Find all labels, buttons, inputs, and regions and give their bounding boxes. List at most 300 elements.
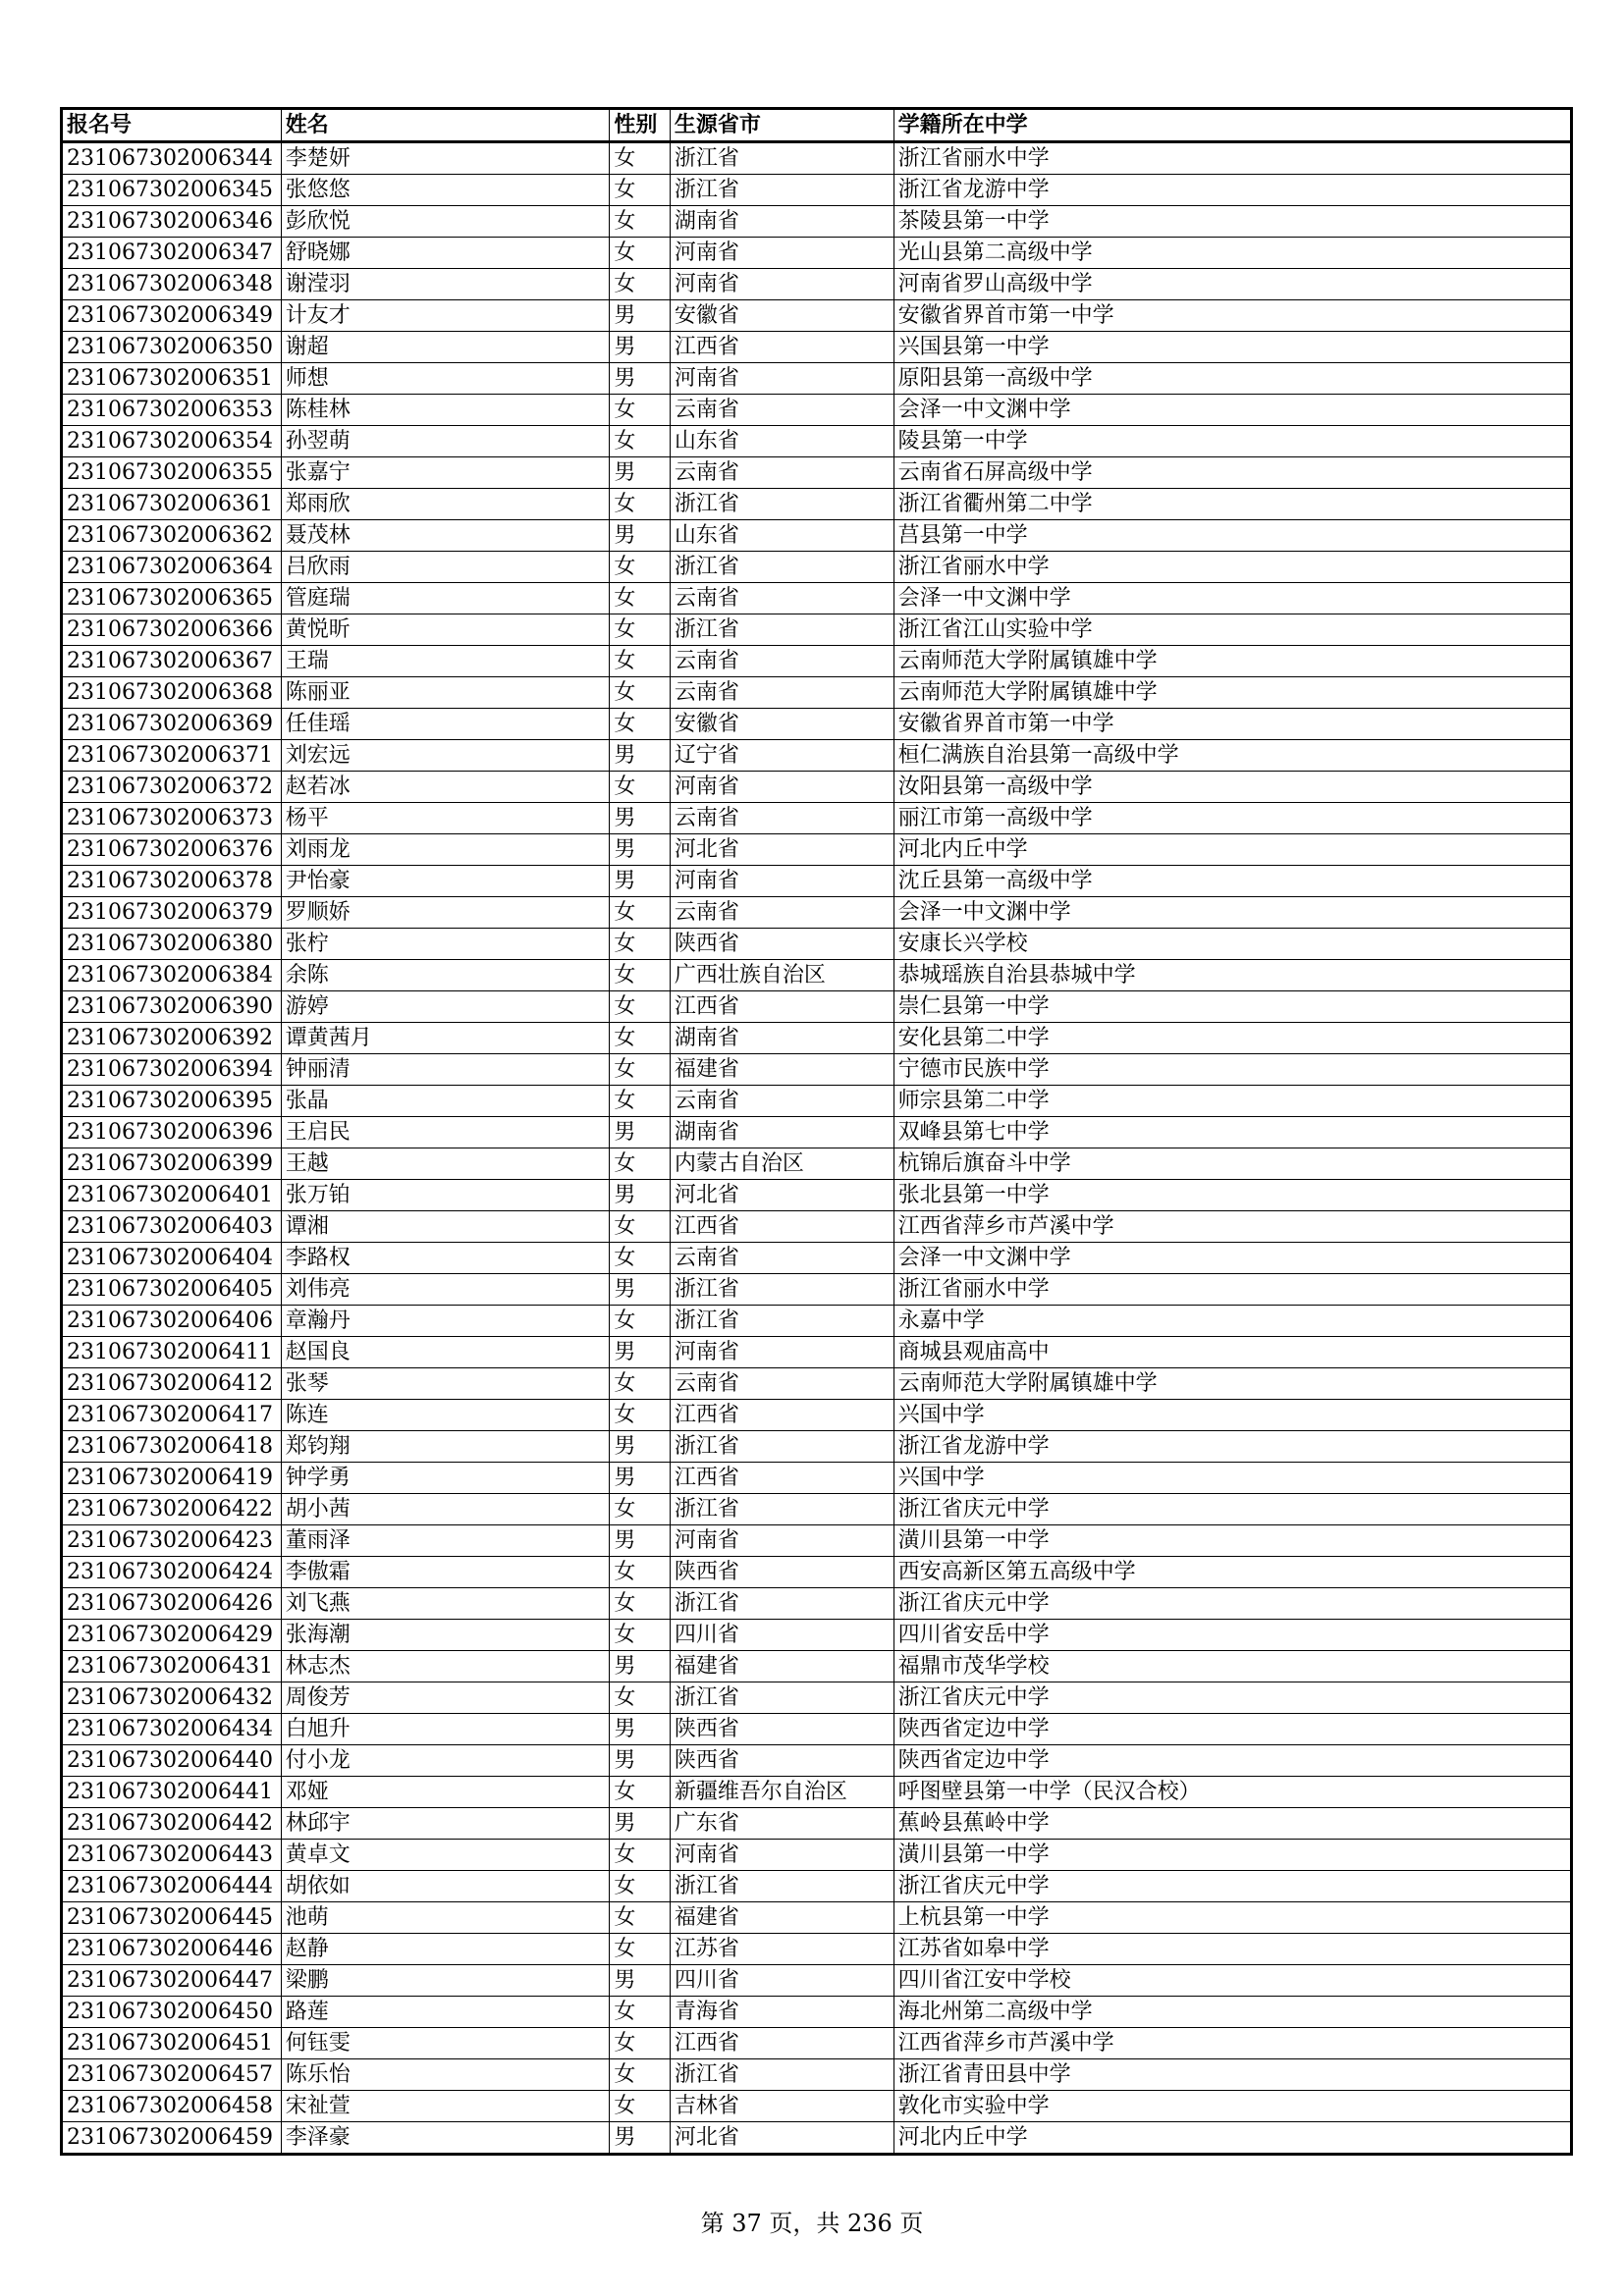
gender-cell: 男 [610, 740, 670, 772]
school-cell: 原阳县第一高级中学 [893, 363, 1571, 395]
gender-cell: 女 [610, 583, 670, 614]
name-cell: 王越 [281, 1148, 610, 1180]
name-cell: 赵若冰 [281, 772, 610, 803]
school-cell: 光山县第二高级中学 [893, 238, 1571, 269]
school-cell: 上杭县第一中学 [893, 1902, 1571, 1934]
table-row [62, 709, 1572, 740]
table-row [62, 1620, 1572, 1651]
registration-number-cell: 231067302006379 [62, 897, 282, 929]
name-cell: 张嘉宁 [281, 457, 610, 489]
registration-number-cell: 231067302006355 [62, 457, 282, 489]
registration-number-cell: 231067302006396 [62, 1117, 282, 1148]
registration-number-cell: 231067302006442 [62, 1808, 282, 1840]
province-cell: 江西省 [670, 2028, 893, 2059]
name-cell: 郑雨欣 [281, 489, 610, 520]
province-cell: 河南省 [670, 772, 893, 803]
name-cell: 胡小茜 [281, 1494, 610, 1525]
name-cell: 刘飞燕 [281, 1588, 610, 1620]
province-cell: 山东省 [670, 520, 893, 552]
gender-cell: 女 [610, 1054, 670, 1086]
name-cell: 钟学勇 [281, 1463, 610, 1494]
table-row [62, 2028, 1572, 2059]
province-cell: 吉林省 [670, 2091, 893, 2122]
registration-number-cell: 231067302006458 [62, 2091, 282, 2122]
province-cell: 河南省 [670, 269, 893, 300]
table-row [62, 552, 1572, 583]
gender-cell: 男 [610, 1745, 670, 1777]
gender-cell: 女 [610, 1243, 670, 1274]
gender-cell: 女 [610, 552, 670, 583]
table-row [62, 614, 1572, 646]
school-cell: 双峰县第七中学 [893, 1117, 1571, 1148]
province-cell: 江西省 [670, 991, 893, 1023]
table-row [62, 677, 1572, 709]
gender-cell: 女 [610, 1620, 670, 1651]
name-cell: 陈乐怡 [281, 2059, 610, 2091]
registration-number-cell: 231067302006405 [62, 1274, 282, 1306]
name-cell: 罗顺娇 [281, 897, 610, 929]
province-cell: 湖南省 [670, 1117, 893, 1148]
registration-number-cell: 231067302006403 [62, 1211, 282, 1243]
gender-cell: 男 [610, 1463, 670, 1494]
table-row [62, 1808, 1572, 1840]
province-cell: 浙江省 [670, 614, 893, 646]
registration-number-cell: 231067302006364 [62, 552, 282, 583]
gender-cell: 女 [610, 2091, 670, 2122]
name-cell: 赵静 [281, 1934, 610, 1965]
name-cell: 何钰雯 [281, 2028, 610, 2059]
table-row [62, 1588, 1572, 1620]
school-cell: 蕉岭县蕉岭中学 [893, 1808, 1571, 1840]
school-cell: 河南省罗山高级中学 [893, 269, 1571, 300]
province-cell: 浙江省 [670, 175, 893, 206]
province-cell: 浙江省 [670, 1431, 893, 1463]
school-cell: 陵县第一中学 [893, 426, 1571, 457]
table-row [62, 897, 1572, 929]
table-row [62, 1211, 1572, 1243]
name-cell: 尹怡豪 [281, 866, 610, 897]
table-row [62, 426, 1572, 457]
registration-number-cell: 231067302006384 [62, 960, 282, 991]
gender-cell: 女 [610, 1777, 670, 1808]
registration-number-cell: 231067302006371 [62, 740, 282, 772]
province-cell: 云南省 [670, 583, 893, 614]
table-row [62, 300, 1572, 332]
name-cell: 钟丽清 [281, 1054, 610, 1086]
registration-number-cell: 231067302006362 [62, 520, 282, 552]
registration-number-cell: 231067302006350 [62, 332, 282, 363]
name-cell: 胡依如 [281, 1871, 610, 1902]
province-cell: 辽宁省 [670, 740, 893, 772]
name-cell: 舒晓娜 [281, 238, 610, 269]
table-row [62, 1745, 1572, 1777]
province-cell: 云南省 [670, 1243, 893, 1274]
registration-number-cell: 231067302006431 [62, 1651, 282, 1682]
province-cell: 四川省 [670, 1965, 893, 1997]
province-cell: 河南省 [670, 866, 893, 897]
name-cell: 杨平 [281, 803, 610, 834]
province-cell: 福建省 [670, 1054, 893, 1086]
registration-number-cell: 231067302006349 [62, 300, 282, 332]
province-cell: 江西省 [670, 1400, 893, 1431]
name-cell: 李路权 [281, 1243, 610, 1274]
registration-number-cell: 231067302006429 [62, 1620, 282, 1651]
school-cell: 商城县观庙高中 [893, 1337, 1571, 1368]
table-row [62, 238, 1572, 269]
school-cell: 潢川县第一中学 [893, 1840, 1571, 1871]
registration-number-cell: 231067302006390 [62, 991, 282, 1023]
school-cell: 河北内丘中学 [893, 834, 1571, 866]
gender-cell: 男 [610, 1808, 670, 1840]
table-row [62, 2122, 1572, 2155]
table-row [62, 740, 1572, 772]
table-row [62, 583, 1572, 614]
gender-cell: 女 [610, 1400, 670, 1431]
school-cell: 福鼎市茂华学校 [893, 1651, 1571, 1682]
table-row [62, 1400, 1572, 1431]
province-cell: 陕西省 [670, 1745, 893, 1777]
name-cell: 谭黄茜月 [281, 1023, 610, 1054]
table-row [62, 803, 1572, 834]
registration-number-cell: 231067302006450 [62, 1997, 282, 2028]
school-cell: 浙江省龙游中学 [893, 1431, 1571, 1463]
province-cell: 云南省 [670, 1368, 893, 1400]
name-cell: 赵国良 [281, 1337, 610, 1368]
gender-cell: 女 [610, 960, 670, 991]
name-cell: 李傲霜 [281, 1557, 610, 1588]
school-cell: 江西省萍乡市芦溪中学 [893, 1211, 1571, 1243]
name-cell: 路莲 [281, 1997, 610, 2028]
province-cell: 江苏省 [670, 1934, 893, 1965]
table-row [62, 646, 1572, 677]
table-row [62, 1054, 1572, 1086]
gender-cell: 女 [610, 2028, 670, 2059]
gender-cell: 女 [610, 269, 670, 300]
name-cell: 刘雨龙 [281, 834, 610, 866]
school-cell: 安化县第二中学 [893, 1023, 1571, 1054]
gender-cell: 女 [610, 142, 670, 175]
gender-cell: 男 [610, 1180, 670, 1211]
school-cell: 会泽一中文渊中学 [893, 1243, 1571, 1274]
gender-cell: 女 [610, 1306, 670, 1337]
gender-cell: 男 [610, 300, 670, 332]
name-cell: 刘宏远 [281, 740, 610, 772]
gender-cell: 男 [610, 332, 670, 363]
gender-cell: 女 [610, 1840, 670, 1871]
name-cell: 张万铂 [281, 1180, 610, 1211]
gender-cell: 女 [610, 395, 670, 426]
school-cell: 西安高新区第五高级中学 [893, 1557, 1571, 1588]
table-row [62, 1965, 1572, 1997]
school-cell: 浙江省龙游中学 [893, 175, 1571, 206]
registration-number-cell: 231067302006444 [62, 1871, 282, 1902]
registration-number-cell: 231067302006457 [62, 2059, 282, 2091]
name-cell: 师想 [281, 363, 610, 395]
registration-number-cell: 231067302006347 [62, 238, 282, 269]
gender-cell: 女 [610, 1557, 670, 1588]
registration-number-cell: 231067302006348 [62, 269, 282, 300]
name-cell: 陈丽亚 [281, 677, 610, 709]
table-row [62, 834, 1572, 866]
registration-number-cell: 231067302006434 [62, 1714, 282, 1745]
registration-number-cell: 231067302006372 [62, 772, 282, 803]
header-school: 学籍所在中学 [893, 109, 1571, 142]
province-cell: 云南省 [670, 1086, 893, 1117]
table-row [62, 1086, 1572, 1117]
page-footer: 第 37 页，共 236 页 [700, 2210, 924, 2237]
province-cell: 江西省 [670, 332, 893, 363]
registration-number-cell: 231067302006417 [62, 1400, 282, 1431]
school-cell: 陕西省定边中学 [893, 1714, 1571, 1745]
registration-number-cell: 231067302006422 [62, 1494, 282, 1525]
gender-cell: 女 [610, 238, 670, 269]
province-cell: 山东省 [670, 426, 893, 457]
province-cell: 浙江省 [670, 1871, 893, 1902]
school-cell: 永嘉中学 [893, 1306, 1571, 1337]
name-cell: 余陈 [281, 960, 610, 991]
school-cell: 浙江省庆元中学 [893, 1588, 1571, 1620]
registration-number-cell: 231067302006366 [62, 614, 282, 646]
registration-number-cell: 231067302006426 [62, 1588, 282, 1620]
school-cell: 崇仁县第一中学 [893, 991, 1571, 1023]
registration-number-cell: 231067302006447 [62, 1965, 282, 1997]
name-cell: 游婷 [281, 991, 610, 1023]
name-cell: 吕欣雨 [281, 552, 610, 583]
school-cell: 浙江省丽水中学 [893, 142, 1571, 175]
gender-cell: 男 [610, 1337, 670, 1368]
gender-cell: 男 [610, 1117, 670, 1148]
table-row [62, 1243, 1572, 1274]
gender-cell: 女 [610, 1368, 670, 1400]
registration-number-cell: 231067302006446 [62, 1934, 282, 1965]
name-cell: 孙翌萌 [281, 426, 610, 457]
gender-cell: 女 [610, 646, 670, 677]
registration-number-cell: 231067302006353 [62, 395, 282, 426]
table-row [62, 269, 1572, 300]
registration-number-cell: 231067302006354 [62, 426, 282, 457]
gender-cell: 男 [610, 457, 670, 489]
gender-cell: 女 [610, 426, 670, 457]
province-cell: 福建省 [670, 1902, 893, 1934]
name-cell: 白旭升 [281, 1714, 610, 1745]
province-cell: 江西省 [670, 1211, 893, 1243]
table-row [62, 1023, 1572, 1054]
registration-number-cell: 231067302006365 [62, 583, 282, 614]
name-cell: 张悠悠 [281, 175, 610, 206]
name-cell: 黄悦昕 [281, 614, 610, 646]
school-cell: 敦化市实验中学 [893, 2091, 1571, 2122]
name-cell: 张琴 [281, 1368, 610, 1400]
province-cell: 云南省 [670, 897, 893, 929]
gender-cell: 男 [610, 834, 670, 866]
school-cell: 海北州第二高级中学 [893, 1997, 1571, 2028]
school-cell: 桓仁满族自治县第一高级中学 [893, 740, 1571, 772]
school-cell: 浙江省丽水中学 [893, 1274, 1571, 1306]
table-row [62, 2091, 1572, 2122]
name-cell: 林志杰 [281, 1651, 610, 1682]
gender-cell: 女 [610, 1588, 670, 1620]
table-row [62, 1997, 1572, 2028]
province-cell: 四川省 [670, 1620, 893, 1651]
name-cell: 谢滢羽 [281, 269, 610, 300]
school-cell: 茶陵县第一中学 [893, 206, 1571, 238]
gender-cell: 男 [610, 1965, 670, 1997]
registration-number-cell: 231067302006344 [62, 142, 282, 175]
gender-cell: 女 [610, 2059, 670, 2091]
table-row [62, 395, 1572, 426]
name-cell: 付小龙 [281, 1745, 610, 1777]
registration-number-cell: 231067302006404 [62, 1243, 282, 1274]
registration-number-cell: 231067302006419 [62, 1463, 282, 1494]
province-cell: 内蒙古自治区 [670, 1148, 893, 1180]
table-body [62, 142, 1572, 2155]
name-cell: 林邱宇 [281, 1808, 610, 1840]
registration-number-cell: 231067302006406 [62, 1306, 282, 1337]
school-cell: 云南省石屏高级中学 [893, 457, 1571, 489]
registration-number-cell: 231067302006440 [62, 1745, 282, 1777]
gender-cell: 女 [610, 489, 670, 520]
registration-number-cell: 231067302006459 [62, 2122, 282, 2155]
school-cell: 浙江省衢州第二中学 [893, 489, 1571, 520]
registration-number-cell: 231067302006412 [62, 1368, 282, 1400]
gender-cell: 女 [610, 929, 670, 960]
province-cell: 浙江省 [670, 1588, 893, 1620]
name-cell: 章瀚丹 [281, 1306, 610, 1337]
table-row [62, 772, 1572, 803]
gender-cell: 女 [610, 709, 670, 740]
province-cell: 江西省 [670, 1463, 893, 1494]
registration-number-cell: 231067302006367 [62, 646, 282, 677]
gender-cell: 女 [610, 1023, 670, 1054]
province-cell: 河南省 [670, 238, 893, 269]
name-cell: 陈桂林 [281, 395, 610, 426]
name-cell: 任佳瑶 [281, 709, 610, 740]
registration-number-cell: 231067302006424 [62, 1557, 282, 1588]
registration-number-cell: 231067302006361 [62, 489, 282, 520]
gender-cell: 男 [610, 1714, 670, 1745]
school-cell: 四川省江安中学校 [893, 1965, 1571, 1997]
table-row [62, 1431, 1572, 1463]
name-cell: 谭湘 [281, 1211, 610, 1243]
name-cell: 周俊芳 [281, 1682, 610, 1714]
name-cell: 陈连 [281, 1400, 610, 1431]
gender-cell: 女 [610, 677, 670, 709]
gender-cell: 男 [610, 1274, 670, 1306]
school-cell: 浙江省丽水中学 [893, 552, 1571, 583]
name-cell: 刘伟亮 [281, 1274, 610, 1306]
school-cell: 会泽一中文渊中学 [893, 897, 1571, 929]
registration-number-cell: 231067302006401 [62, 1180, 282, 1211]
name-cell: 梁鹏 [281, 1965, 610, 1997]
name-cell: 李楚妍 [281, 142, 610, 175]
name-cell: 张晶 [281, 1086, 610, 1117]
school-cell: 张北县第一中学 [893, 1180, 1571, 1211]
gender-cell: 女 [610, 206, 670, 238]
province-cell: 湖南省 [670, 206, 893, 238]
table-row [62, 991, 1572, 1023]
registration-number-cell: 231067302006423 [62, 1525, 282, 1557]
name-cell: 黄卓文 [281, 1840, 610, 1871]
table-row [62, 457, 1572, 489]
province-cell: 浙江省 [670, 142, 893, 175]
registration-number-cell: 231067302006346 [62, 206, 282, 238]
province-cell: 云南省 [670, 646, 893, 677]
header-gender: 性别 [610, 109, 670, 142]
name-cell: 管庭瑞 [281, 583, 610, 614]
gender-cell: 男 [610, 2122, 670, 2155]
school-cell: 兴国中学 [893, 1400, 1571, 1431]
gender-cell: 女 [610, 1682, 670, 1714]
name-cell: 王瑞 [281, 646, 610, 677]
school-cell: 浙江省青田县中学 [893, 2059, 1571, 2091]
gender-cell: 女 [610, 1997, 670, 2028]
province-cell: 浙江省 [670, 1274, 893, 1306]
registration-number-cell: 231067302006380 [62, 929, 282, 960]
registration-number-cell: 231067302006392 [62, 1023, 282, 1054]
table-row [62, 1306, 1572, 1337]
table-row [62, 1148, 1572, 1180]
table-row [62, 1117, 1572, 1148]
table-row [62, 960, 1572, 991]
school-cell: 江苏省如皋中学 [893, 1934, 1571, 1965]
table-row [62, 929, 1572, 960]
gender-cell: 女 [610, 991, 670, 1023]
province-cell: 云南省 [670, 803, 893, 834]
school-cell: 江西省萍乡市芦溪中学 [893, 2028, 1571, 2059]
table-row [62, 1274, 1572, 1306]
table-row [62, 1463, 1572, 1494]
school-cell: 浙江省江山实验中学 [893, 614, 1571, 646]
school-cell: 浙江省庆元中学 [893, 1494, 1571, 1525]
gender-cell: 女 [610, 1211, 670, 1243]
gender-cell: 女 [610, 614, 670, 646]
province-cell: 河北省 [670, 2122, 893, 2155]
name-cell: 邓娅 [281, 1777, 610, 1808]
school-cell: 安徽省界首市第一中学 [893, 709, 1571, 740]
gender-cell: 女 [610, 1871, 670, 1902]
province-cell: 河北省 [670, 1180, 893, 1211]
school-cell: 会泽一中文渊中学 [893, 395, 1571, 426]
school-cell: 兴国县第一中学 [893, 332, 1571, 363]
table-row [62, 520, 1572, 552]
province-cell: 浙江省 [670, 1306, 893, 1337]
name-cell: 聂茂林 [281, 520, 610, 552]
school-cell: 兴国中学 [893, 1463, 1571, 1494]
table-row [62, 142, 1572, 175]
school-cell: 浙江省庆元中学 [893, 1871, 1571, 1902]
school-cell: 陕西省定边中学 [893, 1745, 1571, 1777]
school-cell: 安徽省界首市第一中学 [893, 300, 1571, 332]
registration-number-cell: 231067302006443 [62, 1840, 282, 1871]
province-cell: 湖南省 [670, 1023, 893, 1054]
registration-number-cell: 231067302006432 [62, 1682, 282, 1714]
table-row [62, 1525, 1572, 1557]
table-row [62, 1871, 1572, 1902]
province-cell: 陕西省 [670, 929, 893, 960]
table-row [62, 1180, 1572, 1211]
school-cell: 会泽一中文渊中学 [893, 583, 1571, 614]
school-cell: 恭城瑶族自治县恭城中学 [893, 960, 1571, 991]
province-cell: 福建省 [670, 1651, 893, 1682]
province-cell: 云南省 [670, 677, 893, 709]
table-row [62, 175, 1572, 206]
province-cell: 陕西省 [670, 1714, 893, 1745]
province-cell: 新疆维吾尔自治区 [670, 1777, 893, 1808]
gender-cell: 女 [610, 1148, 670, 1180]
school-cell: 莒县第一中学 [893, 520, 1571, 552]
province-cell: 河南省 [670, 363, 893, 395]
name-cell: 王启民 [281, 1117, 610, 1148]
